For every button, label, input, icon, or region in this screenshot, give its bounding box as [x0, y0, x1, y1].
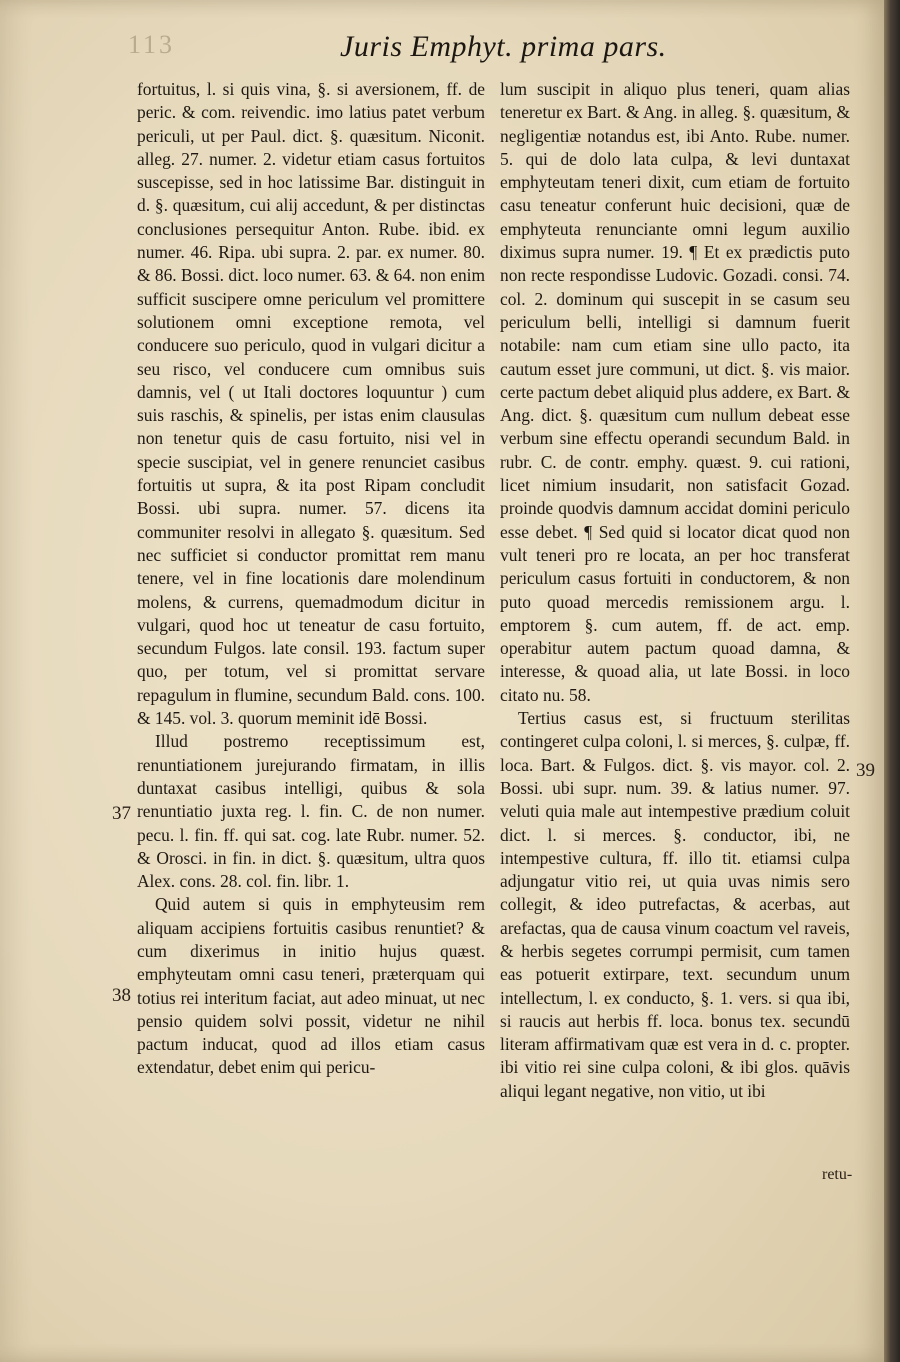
book-edge: [884, 0, 900, 1362]
margin-number-38: 38: [112, 985, 131, 1006]
left-column: [137, 78, 485, 1080]
running-head: Juris Emphyt. prima pars.: [340, 30, 667, 63]
right-paragraph-2: Tertius casus est, si fructuum sterilitas contingeret culpa coloni, l. si merces, §. culpæ, ff. loca. Bart. & Fulgos. dict. §. vis mayor. col. 2. Bossi. ubi supr. num. 39. & latius numer. 97. veluti quia male aut intempestive prædium coluit dict. l. si merces. §. conductor, ibi, ne intempestive cultura, ff. illo tit. etiamsi culpa adjungatur vitio rei, ut quia uvas nimis sero collegit, & ideo putrefactas, & acerbas, aut arefactas, qua de causa vinum coactum vel raveis, & herbis segetes corrumpi permisit, cum tamen eas potuerit extirpare, text. secundum unum intellectum, l. ex conducto, §. 1. vers. si qua ibi, si raucis aut herbis ff. loca. bonus tex. secundū literam affirmativam quæ est vera in d. c. propter. ibi vitio rei sine culpa coloni, & ibi glos. quāvis aliqui legant negative, non vitio, ut ibi: [500, 708, 850, 1101]
left-paragraph-1: fortuitus, l. si quis vina, §. si aversionem, ff. de peric. & com. reivendic. imo latius patet verbum periculi, ut per Paul. dict. §. quæsitum. Niconit. alleg. 27. numer. 2. videtur etiam casus fortuitos suscepisse, sed in hoc latissime Bar. distinguit in d. §. quæsitum, cui alij accedunt, & per distinctas conclusiones persequitur Anton. Rube. ibid. ex numer. 46. Ripa. ubi supra. 2. par. ex numer. 80. & 86. Bossi. dict. loco numer. 63. & 64. non enim sufficit suscipere omne periculum vel promittere solutionem omni exceptione remota, vel conducere suo periculo, quod in vulgari dicitur a seu risco, vel conducere cum omnibus suis damnis, vel ( ut Itali doctores loquuntur ) cum suis raschis, & spinelis, per istas enim clausulas non tenetur quis de casu fortuito, nisi vel in specie suscipiat, vel in genere renunciet casibus fortuitis ut supra, & ita post Ripam concludit Bossi. ubi supra. numer. 57. dicens ita communiter resolvi in allegato §. quæsitum. Sed nec sufficiet si conductor promittat rem manu tenere, vel in fine locationis dare molendinum molens, & currens, quemadmodum dicitur in vulgari, quod hoc ut teneatur de casu fortuito, secundum Fulgos. late consil. 193. factum super quo, per totum, vel si promittat servare repagulum in flumine, secundum Bald. cons. 100. & 145. vol. 3. quorum meminit idē Bossi.: [137, 79, 485, 729]
margin-number-37: 37: [112, 803, 131, 824]
left-paragraph-3: Quid autem si quis in emphyteusim rem aliquam accipiens fortuitis casibus renuntiet? & cum dixerimus in initio hujus quæst. emphyteutam omni casu teneri, præterquam qui totius rei interitum faciat, aut adeo minuat, ut nec pensio quidem solvi possit, videtur ne nihil pactum inducat, quod ad illos etiam casus extendatur, debet enim qui pericu-: [137, 894, 485, 1078]
catchword: retu-: [822, 1166, 853, 1183]
left-paragraph-2: Illud postremo receptissimum est, renuntiationem jurejurando firmatam, in illis duntaxat casibus intelligi, quibus & sola renuntiatio juxta reg. l. fin. C. de non numer. pecu. l. fin. ff. qui sat. cog. late Rubr. numer. 52. & Orosci. in fin. in dict. §. quæsitum, ultra quos Alex. cons. 28. col. fin. libr. 1.: [137, 731, 485, 892]
right-paragraph-1: lum suscipit in aliquo plus teneri, quam alias teneretur ex Bart. & Ang. in alleg. §. quæsitum, & negligentiæ notandus est, ibi Anto. Rube. numer. 5. qui de dolo lata culpa, & levi duntaxat emphyteutam teneri dixit, cum etiam de fortuito casu teneatur conferunt huic decisioni, quæ de emphyteuta renunciante omni legum auxilio diximus supra numer. 19. ¶ Et ex prædictis puto non recte respondisse Ludovic. Gozadi. consi. 74. col. 2. dominum qui suscepit in se casum seu periculum belli, intelligi si damnum fuerit notabile: nam cum etiam sine ullo pacto, ita cautum esset jure communi, ut dict. §. vis maior. certe pactum debet aliquid plus addere, ex Bart. & Ang. dict. §. quæsitum cum nullum debeat esse verbum sine effectu operandi secundum Bald. in rubr. C. de contr. emphy. quæst. 9. cui rationi, licet nimium insudarit, non satisfacit Gozad. proinde quodvis damnum accidat domini periculo esse debet. ¶ Sed quid si locator dicat quod non vult teneri pro re locata, an per hoc transferat periculum casus fortuiti in conductorem, & non puto quoad mercedis remissionem argu. l. emptorem §. cum autem, ff. de act. emp. operabitur autem pactum quoad damna, & interesse, & quoad alia, ut late Bossi. in loco citato nu. 58.: [500, 79, 850, 705]
margin-number-39: 39: [856, 760, 875, 781]
folio-number: 113: [128, 30, 176, 59]
right-column: [500, 78, 850, 1103]
